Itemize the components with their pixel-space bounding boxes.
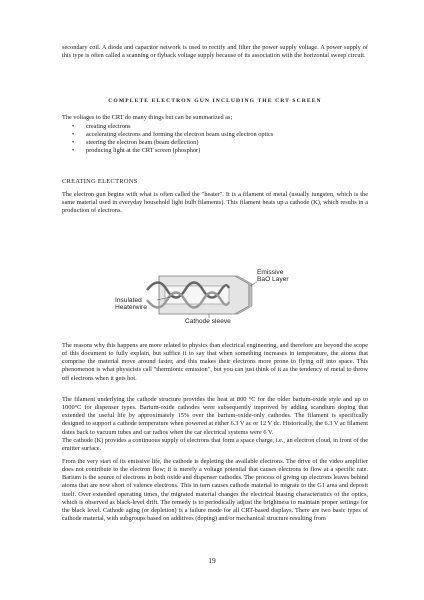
inner-tube-shape — [165, 286, 229, 304]
electron-gun-paragraph: The electron gun begins with what is often called the "heater". It is a filament of metal (usually tungsten, which is the same material used in everyday household light bulb filaments). This filament heats up a cathode (K), which results in a production of electrons. — [62, 191, 368, 215]
list-item: • accelerating electrons and forming the electron beam using electron optics — [72, 131, 274, 139]
intro-paragraph: secondary coil. A diode and capacitor network is used to rectify and filter the power supply voltage. A power supply of this type is often called a scanning or flyback voltage supply because of its association with the horizontal sweep circuit. — [62, 44, 368, 60]
label-cathode-sleeve: Cathode sleeve — [185, 318, 231, 325]
filament-paragraph: The filament underlying the cathode structure provides the heat at 800 °C for the older barium-oxide style and up to 1000°C for dispenser types. Barium-oxide cathodes were subsequently improved by adding scandium doping that extended the useful life by approximately 15% over the barium-oxide-only cathodes. The filament is specifically designed to support a cathode temperature when powered at either 6.3 V ac or 12 V dc. Historically, the 6.3 V ac filament dates back to vacuum tubes and car radios when the car electrical systems were 6 V. The cathode (K) provides a continuous supply of electrons that form a space charge, i.e., an electron cloud, in front of the emitter surface. — [62, 396, 368, 452]
reasons-paragraph: The reasons why this happens are more related to physics than electrical engineering, and therefore are beyond the scope of this document to fully explain, but suffice it to say that when something increases in temperature, the atoms that comprise the material move around faster, and this makes their electrons more prone to flying off into space. This phenomenon is what physicists call "thermionic emission", but you can just think of it as the tendency of metal to throw off electrons when it gets hot. — [62, 342, 368, 382]
crt-intro-text: The voltages to the CRT do many things but can be summarized as; — [62, 114, 233, 121]
cathode-paragraph: The cathode (K) provides a continuous supply of electrons that form a space charge, i.e., an electron cloud, in front of the emitter surface. — [62, 436, 368, 452]
bullet-icon: • — [72, 124, 75, 130]
page-number: 19 — [208, 556, 216, 565]
bullet-icon: • — [72, 140, 75, 147]
bullet-icon: • — [72, 132, 75, 139]
section-heading: COMPLETE ELECTRON GUN INCLUDING THE CRT SCREEN — [108, 98, 322, 104]
cathode-diagram — [117, 266, 317, 328]
list-item: • producing light at the CRT screen (phosphor) — [72, 147, 201, 155]
list-item: • steering the electron beam (beam deflection) — [72, 139, 199, 147]
subheading-creating-electrons: CREATING ELECTRONS — [62, 178, 138, 185]
label-emissive: Emissive BaO Layer — [257, 269, 289, 284]
emissive-life-paragraph: From the very start of its emissive life, the cathode is depleting the available electrons. The drive of the video amplifier does not contribute to the electron flow; it is merely a voltage potential that causes electrons to flow at a specific rate. Barium is the source of electrons in both oxide and dispenser cathodes. The process of giving up electrons leaves behind atoms that are now short of valence electrons. This in turn causes cathode material to migrate to the G1 area and deposit itself. Over extended operating times, the migrated material changes the electrical biasing characteristics of the optics, which is observed as black-level drift. The remedy is to periodically adjust the brightness to maintain proper settings for the black level. Cathode aging (or depletion) is a failure mode for all CRT-based displays. There are two basic types of cathode material, with subgroups based on additives (doping) and/or mechanical structure resulting from — [62, 458, 368, 523]
list-item: • creating electrons — [72, 123, 131, 130]
crt-functions-list — [62, 123, 362, 156]
label-insulated-heaterwire: Insulated Heaterwire — [115, 297, 147, 312]
bullet-icon: • — [72, 148, 75, 155]
